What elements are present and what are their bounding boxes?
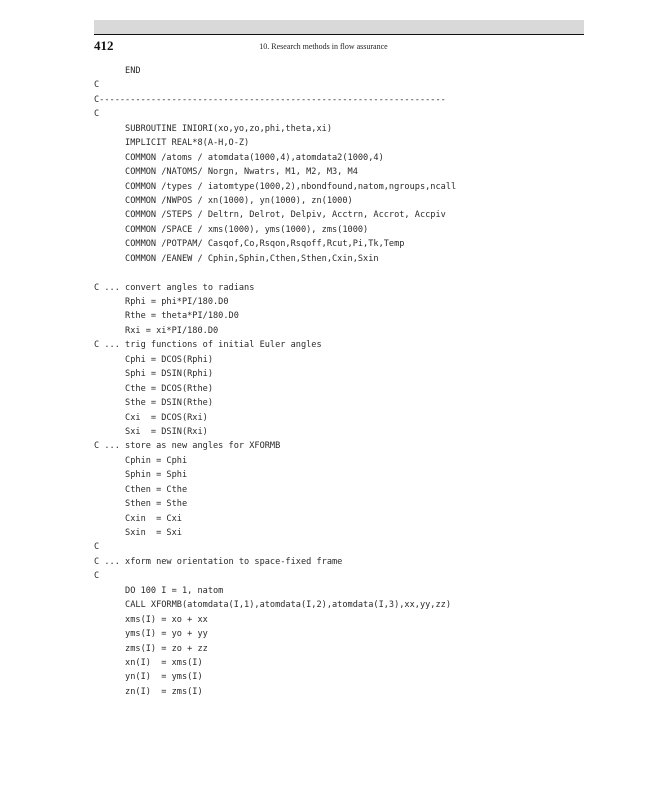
code-line: COMMON /types / iatomtype(1000,2),nbondfound,natom,ngroups,ncall (94, 181, 457, 192)
code-line: C ... xform new orientation to space-fixed frame (94, 556, 343, 567)
code-line: Sphin = Sphi (94, 470, 188, 481)
running-head: 10. Research methods in flow assurance (259, 42, 388, 51)
code-line: Cthen = Cthe (94, 484, 188, 495)
code-line: COMMON /POTPAM/ Casqof,Co,Rsqon,Rsqoff,Rcut,Pi,Tk,Temp (94, 239, 405, 250)
code-line: C (94, 542, 100, 553)
code-line: COMMON /NWPOS / xn(1000), yn(1000), zn(1000) (94, 195, 353, 206)
code-line: Rxi = xi*PI/180.D0 (94, 325, 219, 336)
page-number: 412 (94, 38, 114, 53)
code-line: zms(I) = zo + zz (94, 643, 208, 654)
code-line: zn(I) = zms(I) (94, 686, 203, 697)
code-line: C ... store as new angles for XFORMB (94, 441, 281, 452)
code-line: xn(I) = xms(I) (94, 657, 203, 668)
header-rule (94, 34, 584, 35)
code-line: xms(I) = xo + xx (94, 614, 208, 625)
code-line: CALL XFORMB(atomdata(I,1),atomdata(I,2),atomdata(I,3),xx,yy,zz) (94, 600, 451, 611)
code-line: Cxin = Cxi (94, 513, 182, 524)
code-line: COMMON /SPACE / xms(1000), yms(1000), zms(1000) (94, 224, 369, 235)
code-line: Cphin = Cphi (94, 455, 188, 466)
code-line: C ... convert angles to radians (94, 282, 255, 293)
code-line: Sphi = DSIN(Rphi) (94, 369, 213, 380)
code-line: C ... trig functions of initial Euler angles (94, 340, 322, 351)
code-line: COMMON /STEPS / Deltrn, Delrot, Delpiv, Acctrn, Accrot, Accpiv (94, 210, 446, 221)
code-line: IMPLICIT REAL*8(A-H,O-Z) (94, 138, 250, 149)
code-line: DO 100 I = 1, natom (94, 585, 224, 596)
code-line: COMMON /atoms / atomdata(1000,4),atomdata2(1000,4) (94, 152, 384, 163)
code-line: Sxi = DSIN(Rxi) (94, 426, 208, 437)
code-line: Rthe = theta*PI/180.D0 (94, 311, 239, 322)
code-line: Cthe = DCOS(Rthe) (94, 383, 213, 394)
code-line: SUBROUTINE INIORI(xo,yo,zo,phi,theta,xi) (94, 123, 332, 134)
code-line: yms(I) = yo + yy (94, 629, 208, 640)
header-shade-bar (94, 20, 584, 34)
code-line: C (94, 571, 100, 582)
code-line (94, 266, 594, 280)
code-line: C (94, 109, 100, 120)
code-line: COMMON /EANEW / Cphin,Sphin,Cthen,Sthen,Cxin,Sxin (94, 253, 379, 264)
code-line: Rphi = phi*PI/180.D0 (94, 297, 229, 307)
code-line: Sthen = Sthe (94, 499, 188, 510)
code-line: C (94, 80, 100, 91)
code-line: C------------------------------------------------------------------- (94, 94, 446, 105)
code-line: Cphi = DCOS(Rphi) (94, 354, 213, 365)
code-line: yn(I) = yms(I) (94, 672, 203, 683)
code-line: COMMON /NATOMS/ Norgn, Nwatrs, M1, M2, M3, M4 (94, 167, 358, 178)
code-listing (94, 64, 594, 699)
code-line: Sthe = DSIN(Rthe) (94, 398, 213, 409)
code-line: Cxi = DCOS(Rxi) (94, 412, 208, 423)
code-line: END (94, 66, 141, 76)
code-line: Sxin = Sxi (94, 528, 182, 538)
